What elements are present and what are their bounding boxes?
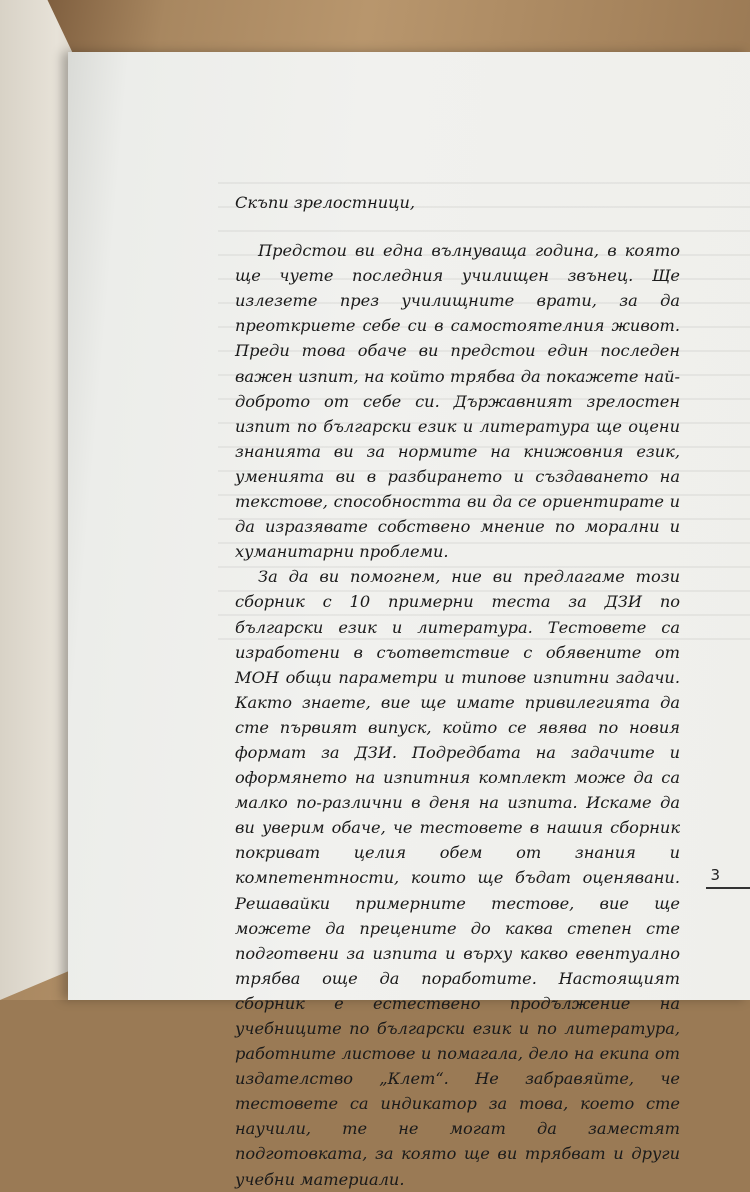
salutation: Скъпи зрелостници, [235,193,416,212]
page-number: 3 [710,866,720,884]
page-text [235,190,680,1192]
paragraph-2: За да ви помогнем, ние ви предлагаме този сборник с 10 примерни теста за ДЗИ по български език и литература. Тестовете са изработени в съответствие с обявените от МОН общи параметри и типове изпитни задачи. Както знаете, вие ще имате привилегията да сте първият випуск, който се явява по новия формат за ДЗИ. Подредбата на задачите и оформянето на изпитния комплект може да са малко по-различни в деня на изпита. Искаме да ви уверим обаче, че тестовете в нашия сборник покриват целия обем от знания и компетентности, които ще бъдат оценявани. Решавайки примерните тестове, вие ще можете да прецените до каква степен сте подготвени за изпита и върху какво евентуално трябва още да поработите. Настоящият сборник е естествено продължение на учебниците по български език и по литература, работните листове и помагала, дело на екипа от издателство „Клет“. Не забравяйте, че тестовете са индикатор за това, което сте научили, те не могат да заместят подготовката, за която ще ви трябват и други учебни материали. [235,567,680,1189]
paragraph-1: Предстои ви една вълнуваща година, в която ще чуете последния училищен звънец. Ще излезете през училищните врати, за да преоткриете себе си в самостоятелния живот. Преди това обаче ви предстои един последен важен изпит, на който трябва да покажете най-доброто от себе си. Държавният зрелостен изпит по български език и литература ще оцени знанията ви за нормите на книжовния език, уменията ви в разбирането и създаването на текстове, способността ви да се ориентирате и да изразявате собствено мнение по морални и хуманитарни проблеми. [235,241,680,562]
page-number-rule [706,887,750,889]
